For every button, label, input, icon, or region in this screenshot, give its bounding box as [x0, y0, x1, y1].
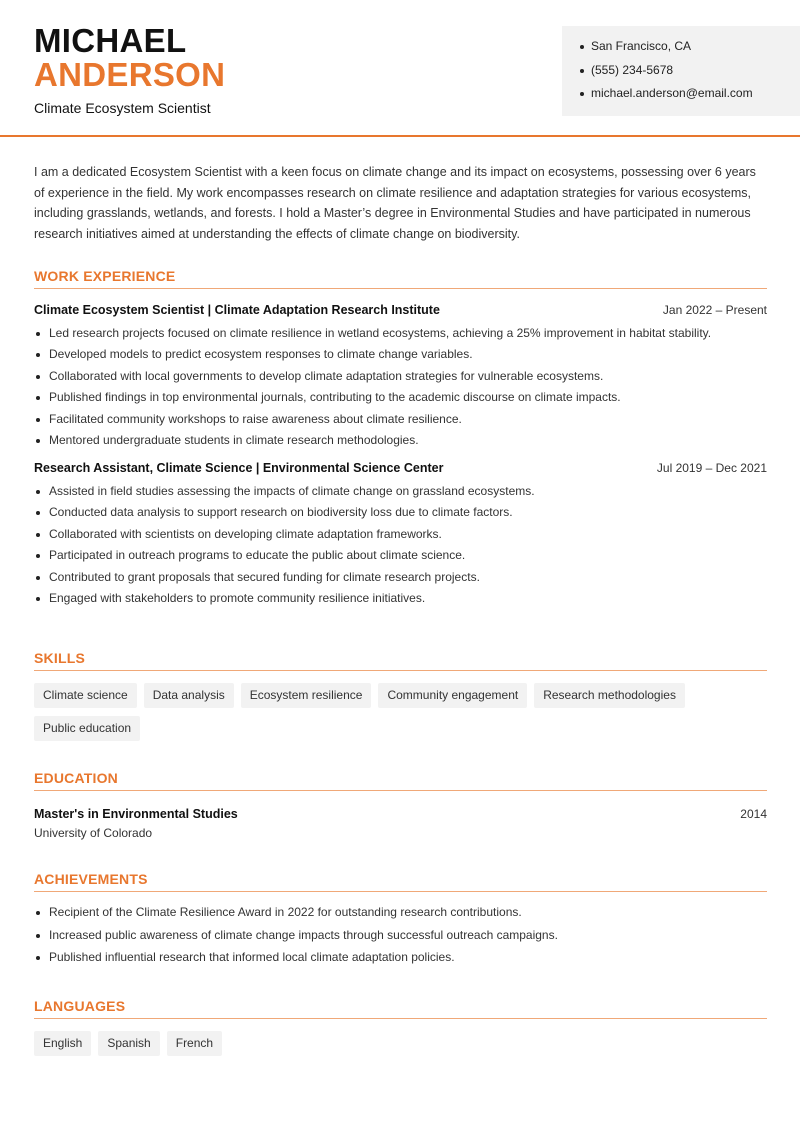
bullet-icon [36, 956, 40, 960]
job-bullets [34, 325, 767, 449]
bullet-icon [36, 418, 40, 422]
job-title: Climate Ecosystem Scientist [34, 100, 211, 116]
last-name: ANDERSON [34, 56, 226, 93]
bullet-icon [580, 45, 584, 49]
bullet-icon [36, 332, 40, 336]
skill-tag: Community engagement [378, 683, 527, 708]
list-item: Assisted in field studies assessing the impacts of climate change on grassland ecosystems. [34, 483, 767, 500]
contact-phone: (555) 234-5678 [580, 62, 800, 86]
list-item: Increased public awareness of climate change impacts through successful outreach campaigns. [34, 927, 767, 944]
list-item: Participated in outreach programs to educate the public about climate science. [34, 547, 767, 564]
job-header [34, 461, 767, 475]
list-item: Mentored undergraduate students in climate research methodologies. [34, 432, 767, 449]
list-item: Collaborated with local governments to develop climate adaptation strategies for vulnerable ecosystems. [34, 368, 767, 385]
contact-email: michael.anderson@email.com [580, 85, 800, 109]
list-item: Published influential research that informed local climate adaptation policies. [34, 949, 767, 966]
job-dates: Jan 2022 – Present [662, 303, 767, 317]
section-title-education: EDUCATION [34, 769, 767, 791]
education-header [34, 807, 767, 821]
job-dates: Jul 2019 – Dec 2021 [656, 460, 767, 475]
skill-tag: Public education [34, 716, 140, 741]
work-experience-section [34, 267, 767, 611]
list-item: Contributed to grant proposals that secured funding for climate research projects. [34, 569, 767, 586]
bullet-icon [36, 490, 40, 494]
bullet-icon [36, 396, 40, 400]
degree: Master's in Environmental Studies [34, 807, 238, 821]
job-bullets [34, 483, 767, 607]
job-role: Research Assistant, Climate Science | Environmental Science Center [34, 460, 444, 475]
bullet-icon [36, 576, 40, 580]
list-item: Conducted data analysis to support research on biodiversity loss due to climate factors. [34, 504, 767, 521]
languages-tags [34, 1031, 767, 1056]
skill-tag: Climate science [34, 683, 137, 708]
section-title-achievements: ACHIEVEMENTS [34, 870, 767, 892]
section-title-languages: LANGUAGES [34, 997, 767, 1019]
school: University of Colorado [34, 826, 153, 840]
summary-block [34, 162, 767, 244]
language-tag: Spanish [98, 1031, 159, 1056]
language-tag: English [34, 1031, 91, 1056]
language-tag: French [167, 1031, 222, 1056]
job-role: Climate Ecosystem Scientist | Climate Adaptation Research Institute [34, 303, 440, 317]
skills-tags [34, 683, 767, 741]
summary-text: I am a dedicated Ecosystem Scientist with a keen focus on climate change and its impact on ecosystems, possessing over 6 years of experience in the field. My work encompasses research on climate resilience and adaptation strategies for various ecosystems, including grasslands, wetlands, and forests. I hold a Master’s degree in Environmental Studies and have participated in numerous research initiatives aimed at understanding the effects of climate change on biodiversity. [34, 165, 756, 241]
graduation-year: 2014 [740, 807, 767, 821]
bullet-icon [36, 353, 40, 357]
skill-tag: Ecosystem resilience [241, 683, 372, 708]
education-section [34, 769, 767, 840]
bullet-icon [36, 533, 40, 537]
section-title-skills: SKILLS [34, 649, 767, 671]
first-name: MICHAEL [34, 22, 187, 59]
bullet-icon [36, 554, 40, 558]
contact-location: San Francisco, CA [580, 38, 800, 62]
contact-box [562, 26, 800, 116]
section-title-work: WORK EXPERIENCE [34, 267, 767, 289]
job-header [34, 303, 767, 317]
bullet-icon [36, 375, 40, 379]
bullet-icon [36, 911, 40, 915]
skill-tag: Data analysis [144, 683, 234, 708]
list-item: Recipient of the Climate Resilience Award in 2022 for outstanding research contributions. [34, 904, 767, 921]
skill-tag: Research methodologies [534, 683, 685, 708]
bullet-icon [36, 934, 40, 938]
list-item: Engaged with stakeholders to promote community resilience initiatives. [34, 590, 767, 607]
languages-section [34, 997, 767, 1056]
list-item: Developed models to predict ecosystem responses to climate change variables. [34, 346, 767, 363]
bullet-icon [36, 439, 40, 443]
resume-header [0, 0, 800, 137]
achievements-list [34, 904, 767, 966]
bullet-icon [36, 597, 40, 601]
skills-section [34, 649, 767, 741]
achievements-section [34, 870, 767, 970]
bullet-icon [36, 511, 40, 515]
list-item: Published findings in top environmental journals, contributing to the academic discourse on climate impacts. [34, 389, 767, 406]
bullet-icon [580, 92, 584, 96]
list-item: Led research projects focused on climate resilience in wetland ecosystems, achieving a 25% improvement in habitat stability. [34, 325, 767, 342]
list-item: Facilitated community workshops to raise awareness about climate resilience. [34, 411, 767, 428]
bullet-icon [580, 69, 584, 73]
list-item: Collaborated with scientists on developing climate adaptation frameworks. [34, 526, 767, 543]
